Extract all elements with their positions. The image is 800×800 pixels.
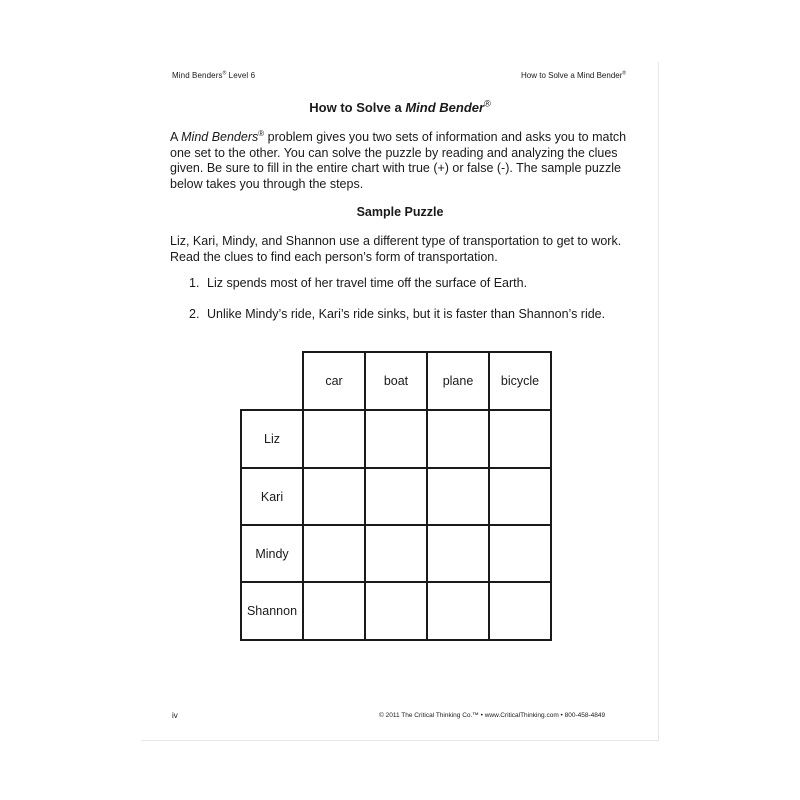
grid-answer-cell[interactable] bbox=[302, 581, 366, 641]
grid-row-label: Shannon bbox=[246, 604, 298, 618]
grid-answer-cell[interactable] bbox=[426, 581, 490, 641]
clue-item: 2. Unlike Mindy’s ride, Kari’s ride sinks, but it is faster than Shannon’s ride. bbox=[189, 307, 606, 321]
puzzle-intro-paragraph: Liz, Kari, Mindy, and Shannon use a different type of transportation to get to work. Read the clues to find each person’s form of transportation. bbox=[170, 234, 622, 264]
grid-answer-cell[interactable] bbox=[426, 409, 490, 469]
grid-column-header: boat bbox=[383, 374, 409, 388]
grid-column-header: plane bbox=[442, 374, 474, 388]
grid-answer-cell[interactable] bbox=[364, 409, 428, 469]
running-header-left: Mind Benders® Level 6 bbox=[172, 70, 256, 80]
grid-answer-cell[interactable] bbox=[426, 467, 490, 526]
grid-column-header: bicycle bbox=[500, 374, 540, 388]
sample-puzzle-heading: Sample Puzzle bbox=[356, 205, 444, 219]
grid-answer-cell[interactable] bbox=[488, 409, 552, 469]
grid-column-header: car bbox=[325, 374, 343, 388]
grid-answer-cell[interactable] bbox=[364, 467, 428, 526]
grid-answer-cell[interactable] bbox=[302, 467, 366, 526]
running-header-right: How to Solve a Mind Bender® bbox=[521, 70, 627, 80]
intro-paragraph: A Mind Benders® problem gives you two sets of information and asks you to match one set to the other. You can solve the puzzle by reading and analyzing the clues given. Be sure to fill in the entire chart with true (+) or false (-). The sample puzzle below takes you through the steps. bbox=[170, 128, 627, 191]
copyright-footer: © 2011 The Critical Thinking Co.™ • www.CriticalThinking.com • 800-458-4849 bbox=[379, 712, 606, 719]
grid-answer-cell[interactable] bbox=[302, 524, 366, 583]
grid-answer-cell[interactable] bbox=[426, 524, 490, 583]
grid-answer-cell[interactable] bbox=[488, 581, 552, 641]
grid-answer-cell[interactable] bbox=[488, 467, 552, 526]
page-number: iv bbox=[172, 711, 178, 720]
grid-answer-cell[interactable] bbox=[302, 409, 366, 469]
grid-answer-cell[interactable] bbox=[364, 581, 428, 641]
grid-row-label: Liz bbox=[264, 432, 280, 446]
page-title: How to Solve a Mind Bender® bbox=[309, 98, 491, 115]
grid-row-label: Kari bbox=[260, 489, 284, 504]
clue-item: 1. Liz spends most of her travel time off the surface of Earth. bbox=[189, 276, 528, 290]
grid-answer-cell[interactable] bbox=[488, 524, 552, 583]
grid-row-label: Mindy bbox=[255, 546, 289, 561]
grid-answer-cell[interactable] bbox=[364, 524, 428, 583]
